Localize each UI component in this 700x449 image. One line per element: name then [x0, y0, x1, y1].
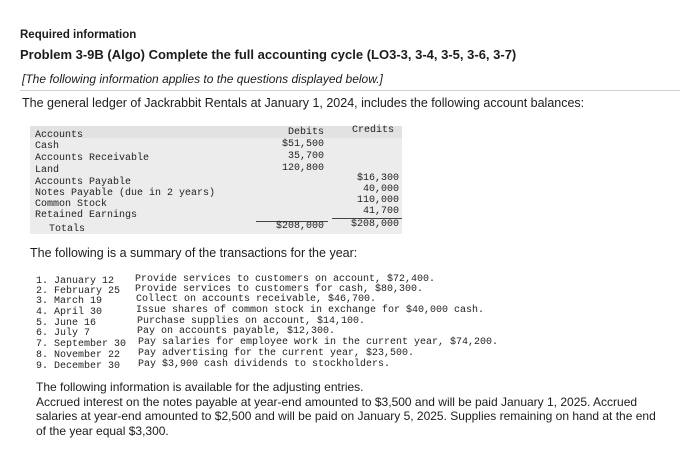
adjusting-details: Accrued interest on the notes payable at year-end amounted to $3,500 and will be paid January 1, 2025. Accrued salaries at year-end amounted to $2,500 and will be paid on January 5, 2025. Supplies remaining on hand at the end of the year equal $3,300. [36, 394, 656, 438]
ledger-intro: The general ledger of Jackrabbit Rentals at January 1, 2024, includes the following account balances: [22, 96, 585, 110]
required-information-heading: Required information [20, 29, 137, 41]
ledger-row-credit: $16,300 [356, 173, 399, 184]
ledger-row-debit: 35,700 [287, 151, 324, 162]
col-header-credits: Credits [351, 125, 394, 136]
ledger-row-credit: 110,000 [356, 195, 399, 206]
ledger-table [30, 126, 402, 234]
ledger-total-credit: $208,000 [350, 219, 399, 230]
ledger-totals-label: Totals [49, 224, 86, 235]
transaction-description: Collect on accounts receivable, $46,700. [136, 294, 377, 305]
ledger-row-account: Notes Payable (due in 2 years) [35, 188, 216, 199]
ledger-row-account: Accounts Receivable [35, 153, 150, 164]
adjusting-intro: The following information is available for the adjusting entries. [36, 380, 364, 394]
ledger-total-debit: $208,000 [275, 221, 324, 232]
ledger-row-credit: 40,000 [362, 184, 399, 195]
transaction-description: Pay salaries for employee work in the current year, $74,200. [138, 337, 499, 348]
ledger-table-header-bar [30, 126, 402, 138]
transaction-date: 4. April 30 [36, 307, 103, 318]
transaction-date: 7. September 30 [36, 339, 127, 350]
transaction-description: Pay on accounts payable, $12,300. [137, 326, 336, 337]
ledger-row-account: Land [35, 165, 60, 176]
ledger-row-account: Cash [35, 141, 60, 152]
ledger-row-account: Retained Earnings [35, 210, 138, 221]
info-note: [The following information applies to the questions displayed below.] [22, 72, 383, 86]
transaction-description: Pay $3,900 cash dividends to stockholders. [138, 359, 391, 370]
transaction-description: Provide services to customers for cash, $80,300. [135, 284, 424, 295]
ledger-row-account: Accounts Payable [35, 177, 132, 188]
ledger-row-debit: 120,800 [281, 163, 324, 174]
transaction-description: Pay advertising for the current year, $23,500. [138, 348, 415, 359]
transaction-date: 1. January 12 [36, 276, 115, 287]
transaction-description: Issue shares of common stock in exchange for $40,000 cash. [136, 305, 485, 316]
col-header-debits: Debits [287, 127, 324, 138]
col-header-accounts: Accounts [35, 130, 84, 141]
divider [20, 90, 680, 91]
ledger-row-account: Common Stock [35, 199, 108, 210]
problem-title: Problem 3-9B (Algo) Complete the full accounting cycle (LO3-3, 3-4, 3-5, 3-6, 3-7) [20, 47, 517, 62]
transaction-date: 6. July 7 [36, 328, 91, 339]
transaction-date: 8. November 22 [36, 350, 121, 361]
adjusting-entries-info [36, 380, 666, 438]
ledger-row-credit: 41,700 [362, 206, 399, 217]
transaction-date: 9. December 30 [36, 361, 121, 372]
transactions-intro: The following is a summary of the transactions for the year: [30, 246, 358, 260]
transaction-date: 2. February 25 [36, 286, 121, 297]
transaction-description: Purchase supplies on account, $14,100. [137, 316, 366, 327]
transaction-date: 5. June 16 [36, 318, 97, 329]
transaction-description: Provide services to customers on account, $72,400. [135, 274, 436, 285]
ledger-row-debit: $51,500 [281, 139, 324, 150]
transaction-date: 3. March 19 [36, 296, 103, 307]
